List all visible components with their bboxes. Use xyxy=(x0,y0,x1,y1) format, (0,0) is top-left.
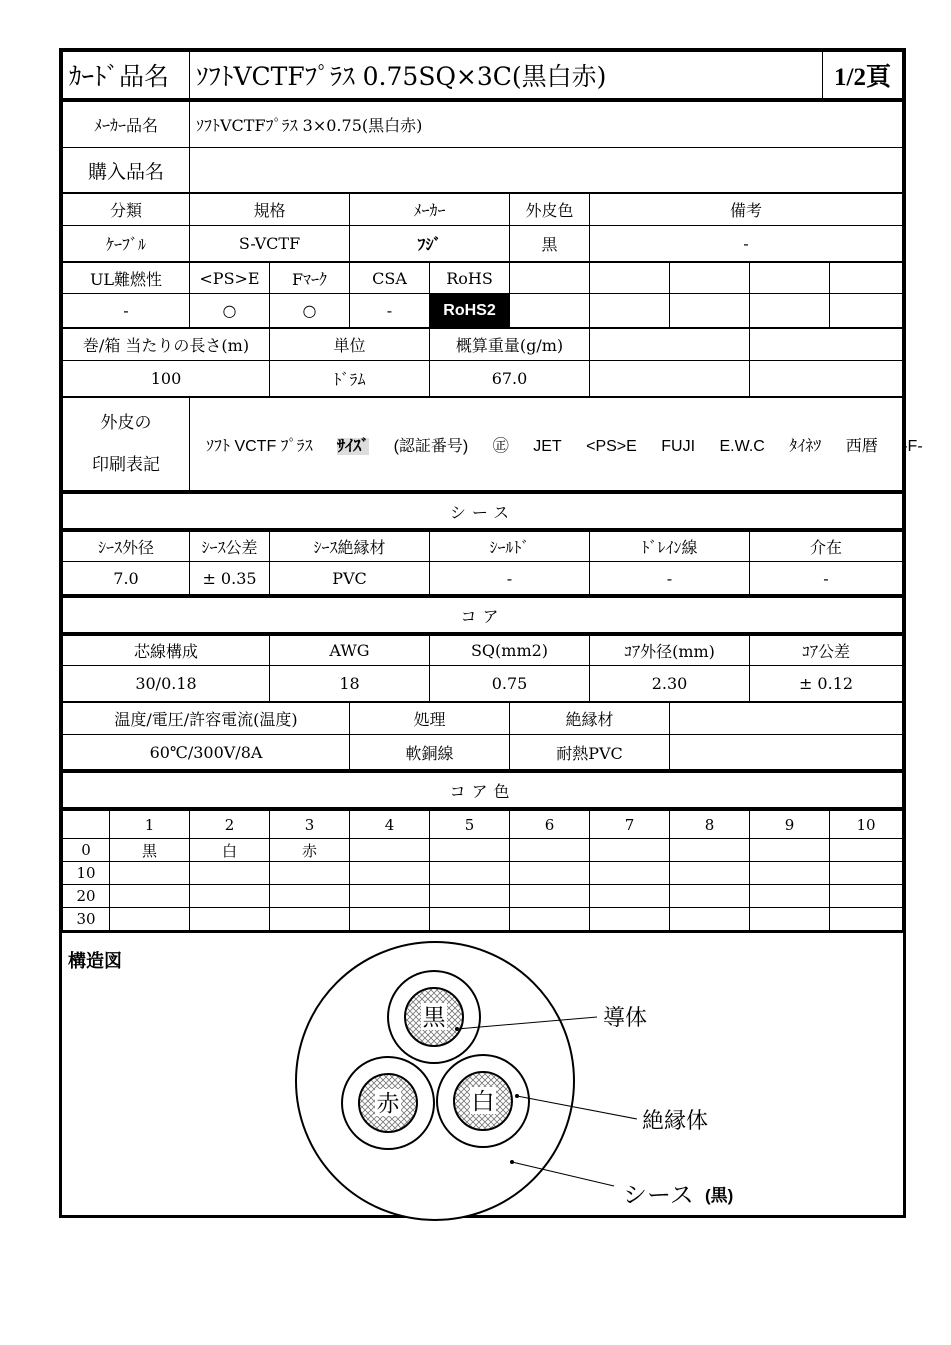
drain-wire-header: ﾄﾞﾚｲﾝ線 xyxy=(590,532,750,562)
class-header: 分類 xyxy=(63,194,190,226)
core-color-title-table xyxy=(62,772,903,810)
core-label-black: 黒 xyxy=(422,1004,446,1030)
structure-diagram xyxy=(62,933,903,1230)
treatment-header: 処理 xyxy=(350,703,510,735)
color-cell xyxy=(270,862,350,885)
treatment-value: 軟銅線 xyxy=(350,735,510,771)
color-cell xyxy=(510,908,590,932)
maker-name-value: ｿﾌﾄVCTFﾌﾟﾗｽ 3×0.75(黒白赤) xyxy=(190,102,903,148)
color-cell: 赤 xyxy=(270,839,350,862)
color-cell xyxy=(830,885,903,908)
color-col-8: 8 xyxy=(670,811,750,839)
core-color-section-title: コア色 xyxy=(63,773,903,809)
color-col-6: 6 xyxy=(510,811,590,839)
print-jis-mark: ㊣ xyxy=(492,437,509,455)
color-cell xyxy=(670,839,750,862)
card-product-name: ｿﾌﾄVCTFﾌﾟﾗｽ 0.75SQ×3C(黒白赤) xyxy=(190,52,823,100)
color-cell xyxy=(750,839,830,862)
color-cell xyxy=(510,839,590,862)
color-cell xyxy=(830,908,903,932)
row-label: 30 xyxy=(63,908,110,932)
diagram-title: 構造図 xyxy=(68,951,122,971)
insulation-value: 耐熱PVC xyxy=(510,735,670,771)
strand-value: 30/0.18 xyxy=(63,666,270,702)
strand-header: 芯線構成 xyxy=(63,636,270,666)
color-cell xyxy=(110,885,190,908)
print-product: ｿﾌﾄ VCTF ﾌﾟﾗｽ xyxy=(206,437,313,455)
core-section-title: コア xyxy=(63,598,903,634)
print-cert-number: (認証番号) xyxy=(393,437,469,455)
pse-header: <PS>E xyxy=(190,263,270,294)
color-col-4: 4 xyxy=(350,811,430,839)
filler-header: 介在 xyxy=(750,532,903,562)
core-color-header-row xyxy=(63,811,903,839)
table-row xyxy=(63,908,903,932)
color-cell: 黒 xyxy=(110,839,190,862)
color-cell xyxy=(190,908,270,932)
color-cell xyxy=(430,862,510,885)
color-cell xyxy=(830,862,903,885)
print-year: 西暦 xyxy=(845,437,878,455)
color-cell xyxy=(590,839,670,862)
rating-value: 60℃/300V/8A xyxy=(63,735,350,771)
sheath-material-header: ｼｰｽ絶縁材 xyxy=(270,532,430,562)
table-row xyxy=(63,885,903,908)
core-label-white: 白 xyxy=(471,1088,495,1114)
color-cell xyxy=(830,839,903,862)
maker-header: ﾒｰｶｰ xyxy=(350,194,510,226)
sheath-od-header: ｼｰｽ外径 xyxy=(63,532,190,562)
color-col-3: 3 xyxy=(270,811,350,839)
remarks-value: - xyxy=(590,226,903,262)
color-col-7: 7 xyxy=(590,811,670,839)
maker-value: ﾌｼﾞ xyxy=(350,226,510,262)
color-col-2: 2 xyxy=(190,811,270,839)
name-table xyxy=(62,101,903,193)
sheath-od-value: 7.0 xyxy=(63,562,190,596)
title-table xyxy=(62,51,903,101)
standard-header: 規格 xyxy=(190,194,350,226)
csa-header: CSA xyxy=(350,263,430,294)
row-label: 20 xyxy=(63,885,110,908)
color-cell xyxy=(590,885,670,908)
rohs-badge: RoHS2 xyxy=(430,294,510,328)
weight-header: 概算重量(g/m) xyxy=(430,329,590,361)
print-ewc: E.W.C xyxy=(719,437,765,455)
sheath-tolerance-value: ± 0.35 xyxy=(190,562,270,596)
awg-header: AWG xyxy=(270,636,430,666)
callout-sheath-color: (黒) xyxy=(705,1186,734,1205)
core-tolerance-header: ｺｱ公差 xyxy=(750,636,903,666)
jacket-color-header: 外皮色 xyxy=(510,194,590,226)
printing-table xyxy=(62,397,923,493)
color-cell xyxy=(270,908,350,932)
color-cell xyxy=(750,885,830,908)
print-jet: JET xyxy=(533,437,562,455)
sheath-section-title: シース xyxy=(63,494,903,530)
print-tainetsu: ﾀｲﾈﾂ xyxy=(789,437,822,455)
sheath-title-table xyxy=(62,493,903,531)
sheath-material-value: PVC xyxy=(270,562,430,596)
color-cell xyxy=(350,885,430,908)
printing-label-top: 外皮の xyxy=(100,413,152,433)
rating-header: 温度/電圧/許容電流(温度) xyxy=(63,703,350,735)
remarks-header: 備考 xyxy=(590,194,903,226)
color-cell xyxy=(350,908,430,932)
color-col-9: 9 xyxy=(750,811,830,839)
color-cell xyxy=(750,908,830,932)
color-col-5: 5 xyxy=(430,811,510,839)
sheath-table xyxy=(62,531,903,597)
color-cell xyxy=(510,885,590,908)
core-title-table xyxy=(62,597,903,635)
printing-text xyxy=(190,398,923,492)
color-cell xyxy=(190,885,270,908)
color-cell xyxy=(430,908,510,932)
core-tolerance-value: ± 0.12 xyxy=(750,666,903,702)
classification-table xyxy=(62,193,903,262)
printing-label xyxy=(63,398,190,492)
unit-header: 単位 xyxy=(270,329,430,361)
standards-table xyxy=(62,262,903,328)
maker-name-label: ﾒｰｶｰ品名 xyxy=(63,102,190,148)
sheath-tolerance-header: ｼｰｽ公差 xyxy=(190,532,270,562)
core-label-red: 赤 xyxy=(376,1090,400,1116)
color-cell xyxy=(750,862,830,885)
shield-value: - xyxy=(430,562,590,596)
color-cell xyxy=(350,839,430,862)
color-col-1: 1 xyxy=(110,811,190,839)
color-cell xyxy=(110,908,190,932)
color-cell: 白 xyxy=(190,839,270,862)
jacket-color-value: 黒 xyxy=(510,226,590,262)
drain-wire-value: - xyxy=(590,562,750,596)
print-f-mark: -F- xyxy=(902,437,923,455)
purchase-name-value xyxy=(190,148,903,193)
row-label: 10 xyxy=(63,862,110,885)
f-mark-header: Fﾏｰｸ xyxy=(270,263,350,294)
callout-sheath: シース xyxy=(623,1182,694,1209)
sq-value: 0.75 xyxy=(430,666,590,702)
class-value: ｹｰﾌﾞﾙ xyxy=(63,226,190,262)
callout-conductor: 導体 xyxy=(603,1005,648,1030)
insulation-header: 絶縁材 xyxy=(510,703,670,735)
length-header: 巻/箱 当たりの長さ(m) xyxy=(63,329,270,361)
spec-sheet xyxy=(59,48,923,1218)
f-mark-value: ○ xyxy=(270,294,350,328)
color-cell xyxy=(350,862,430,885)
table-row xyxy=(63,839,903,862)
pse-value: ○ xyxy=(190,294,270,328)
weight-value: 67.0 xyxy=(430,361,590,397)
rohs-header: RoHS xyxy=(430,263,510,294)
color-col-10: 10 xyxy=(830,811,903,839)
standard-value: S-VCTF xyxy=(190,226,350,262)
print-fuji: FUJI xyxy=(661,437,696,455)
color-cell xyxy=(430,839,510,862)
color-cell xyxy=(590,908,670,932)
color-cell xyxy=(670,885,750,908)
ul-flame-value: - xyxy=(63,294,190,328)
callout-insulation: 絶縁体 xyxy=(642,1108,709,1133)
purchase-name-label: 購入品名 xyxy=(63,148,190,193)
row-label: 0 xyxy=(63,839,110,862)
table-row xyxy=(63,862,903,885)
awg-value: 18 xyxy=(270,666,430,702)
cable-cross-section xyxy=(62,933,903,1230)
color-cell xyxy=(190,862,270,885)
sq-header: SQ(mm2) xyxy=(430,636,590,666)
page-number: 1/2頁 xyxy=(823,52,903,100)
unit-value: ﾄﾞﾗﾑ xyxy=(270,361,430,397)
color-cell xyxy=(590,862,670,885)
length-value: 100 xyxy=(63,361,270,397)
print-pse: <PS>E xyxy=(586,437,637,455)
rating-table xyxy=(62,702,903,772)
csa-value: - xyxy=(350,294,430,328)
card-name-label: ｶｰﾄﾞ品名 xyxy=(63,52,190,100)
core-od-header: ｺｱ外径(mm) xyxy=(590,636,750,666)
length-table xyxy=(62,328,903,397)
color-cell xyxy=(110,862,190,885)
color-cell xyxy=(670,908,750,932)
printing-label-bottom: 印刷表記 xyxy=(92,455,160,475)
print-size: ｻｲｽﾞ xyxy=(337,437,370,455)
core-od-value: 2.30 xyxy=(590,666,750,702)
color-cell xyxy=(510,862,590,885)
color-cell xyxy=(430,885,510,908)
ul-flame-header: UL難燃性 xyxy=(63,263,190,294)
filler-value: - xyxy=(750,562,903,596)
color-cell xyxy=(270,885,350,908)
core-table xyxy=(62,635,903,702)
core-color-table xyxy=(62,810,903,933)
color-cell xyxy=(670,862,750,885)
shield-header: ｼｰﾙﾄﾞ xyxy=(430,532,590,562)
